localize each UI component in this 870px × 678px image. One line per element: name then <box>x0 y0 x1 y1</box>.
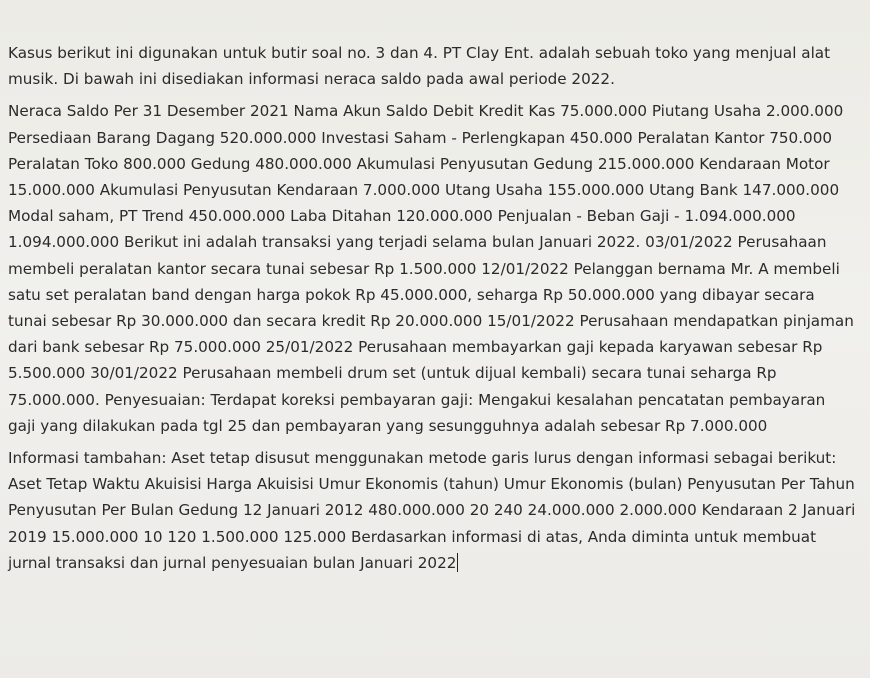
additional-information-text: Informasi tambahan: Aset tetap disusut menggunakan metode garis lurus dengan informasi sebagai berikut: Aset Tetap Waktu Akuisisi Harga Akuisisi Umur Ekonomis (tahun) Umur Ekonomis (bulan) Penyusutan Per Tahun Penyusutan Per Bulan Gedung 12 Januari 2012 480.000.000 20 240 24.000.000 2.000.000 Kendaraan 2 Januari 2019 15.000.000 10 120 1.500.000 125.000 Berdasarkan informasi di atas, Anda diminta untuk membuat jurnal transaksi dan jurnal penyesuaian bulan Januari 2022 <box>8 449 856 572</box>
case-intro-paragraph: Kasus berikut ini digunakan untuk butir soal no. 3 dan 4. PT Clay Ent. adalah sebuah toko yang menjual alat musik. Di bawah ini disediakan informasi neraca saldo pada awal periode 2022. <box>8 44 831 89</box>
text-cursor <box>457 553 458 572</box>
additional-information-paragraph[interactable] <box>8 445 856 576</box>
trial-balance-and-transactions-paragraph: Neraca Saldo Per 31 Desember 2021 Nama Akun Saldo Debit Kredit Kas 75.000.000 Piutang Usaha 2.000.000 Persediaan Barang Dagang 520.000.000 Investasi Saham - Perlengkapan 450.000 Peralatan Kantor 750.000 Peralatan Toko 800.000 Gedung 480.000.000 Akumulasi Penyusutan Gedung 215.000.000 Kendaraan Motor 15.000.000 Akumulasi Penyusutan Kendaraan 7.000.000 Utang Usaha 155.000.000 Utang Bank 147.000.000 Modal saham, PT Trend 450.000.000 Laba Ditahan 120.000.000 Penjualan - Beban Gaji - 1.094.000.000 1.094.000.000 Berikut ini adalah transaksi yang terjadi selama bulan Januari 2022. 03/01/2022 Perusahaan membeli peralatan kantor secara tunai sebesar Rp 1.500.000 12/01/2022 Pelanggan bernama Mr. A membeli satu set peralatan band dengan harga pokok Rp 45.000.000, seharga Rp 50.000.000 yang dibayar secara tunai sebesar Rp 30.000.000 dan secara kredit Rp 20.000.000 15/01/2022 Perusahaan mendapatkan pinjaman dari bank sebesar Rp 75.000.000 25/01/2022 Perusahaan membayarkan gaji kepada karyawan sebesar Rp 5.500.000 30/01/2022 Perusahaan membeli drum set (untuk dijual kembali) secara tunai seharga Rp 75.000.000. Penyesuaian: Terdapat koreksi pembayaran gaji: Mengakui kesalahan pencatatan pembayaran gaji yang dilakukan pada tgl 25 dan pembayaran yang sesungguhnya adalah sebesar Rp 7.000.000 <box>8 102 854 435</box>
